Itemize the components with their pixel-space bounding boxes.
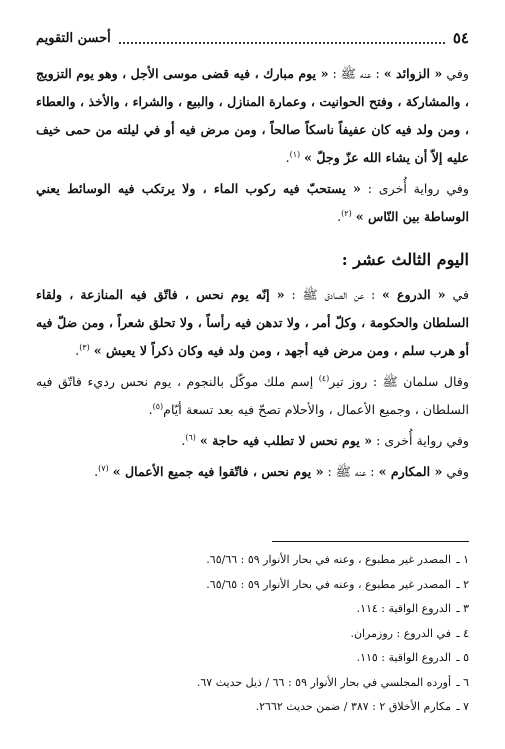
hadith-quote: « يوم نحس لا تطلب فيه حاجة »	[199, 433, 373, 448]
footnote-number: ٥ ـ	[456, 651, 469, 664]
paragraph-prefix: في	[452, 287, 469, 302]
footnote-number: ٦ ـ	[456, 675, 469, 689]
footnote-item	[36, 597, 469, 622]
hadith-quote: « يوم نحس ، فاتّقوا فيه جميع الأعمال »	[112, 464, 324, 479]
hadith-quote: « يستحبّ فيه ركوب الماء ، ولا يرتكب فيه الوسائط يعني الوساطة بين النّاس »	[36, 181, 469, 224]
footnote-number: ٤ ـ	[456, 626, 469, 640]
paragraph-other-narration-1: وفي رواية أُخرى : « يستحبّ فيه ركوب الماء ، ولا يرتكب فيه الوسائط يعني الوساطة بين النّاس » $^{(٢)}$.	[36, 181, 469, 224]
paragraph-salman: وقال سلمان ﷺ : روز تير$^{(٤)}$ إسم ملك موكّل بالنجوم ، يوم نحس رديء فاتّق فيه السلطان ، وجميع الأعمال ، والأحلام تصحّ فيه بعد تسعة أيّام$^{(٥)}$.	[36, 373, 469, 417]
footnote-item	[36, 573, 469, 598]
footnote-ref[interactable]: (١)	[289, 149, 301, 159]
footnote-ref[interactable]: (٥)	[152, 401, 164, 411]
footnote-ref[interactable]: (٣)	[79, 342, 90, 352]
footnote-divider	[272, 541, 469, 542]
footnote-item	[36, 671, 469, 696]
footnote-number: ٣ ـ	[456, 602, 469, 615]
section-heading: اليوم الثالث عشر :	[341, 250, 469, 269]
footnote-item	[36, 646, 469, 671]
paragraph-duru: في « الدروع » : عن الصادق ﷺ : « إنّه يوم نحس ، فاتّق فيه المنازعة ، ولقاء السلطان والحكومة ، وكلّ أمر ، ولا تدهن فيه رأساً ، ولا تحلق شعراً ، ومن ضلّ فيه أو هرب سلم ، ومن مرض فيه أجهد ، ومن ولد فيه وكان ذكراً لا يعيش » $^{(٣)}$.	[36, 287, 469, 358]
running-header	[36, 28, 469, 48]
hadith-quote: « يوم مبارك ، فيه قضى موسى الأجل ، وهو يوم التزويج ، والمشاركة ، وفتح الحوانيت ، وعمارة المنازل ، والبيع ، والشراء ، والأخذ ، والعطاء ، ومن ولد فيه كان عفيفاً ناسكاً صالحاً ، ومن مرض فيه أو في ليلته من حمى خيف عليه إلاّ أن يشاء الله عزّ وجلّ »	[36, 66, 469, 165]
paragraph-zawaid: وفي « الزوائد » : عنه ﷺ : « يوم مبارك ، فيه قضى موسى الأجل ، وهو يوم التزويج ، والمشاركة ، وفتح الحوانيت ، وعمارة المنازل ، والبيع ، والشراء ، والأخذ ، والعطاء ، ومن ولد فيه كان عفيفاً ناسكاً صالحاً ، ومن مرض فيه أو في ليلته من حمى خيف عليه إلاّ أن يشاء الله عزّ وجلّ » $^{(١)}$.	[36, 66, 469, 165]
footnote-ref[interactable]: (٦)	[185, 432, 196, 442]
paragraph-prefix: وفي	[446, 66, 469, 81]
footnote-text: المصدر غير مطبوع ، وعنه في بحار الأنوار ٥٩ : ٦٥/٦٥.	[206, 577, 451, 591]
quote-text: إسم ملك موكّل بالنجوم ، يوم نحس رديء فاتّق فيه السلطان ، وجميع الأعمال ، والأحلام تصحّ فيه بعد تسعة أيّام	[36, 374, 469, 417]
footnote-number: ٧ ـ	[456, 700, 469, 713]
paragraph-prefix: وفي رواية أُخرى :	[376, 433, 469, 448]
footnote-text: أورده المجلسي في بحار الأنوار ٥٩ : ٦٦ / ذيل حديث ٦٧.	[196, 675, 451, 689]
paragraph-prefix: وقال سلمان ﷺ : روز تير	[329, 374, 469, 389]
footnotes	[36, 548, 469, 720]
source-title: « الدروع »	[382, 287, 446, 302]
footnote-text: مكارم الأخلاق ٢ : ٣٨٧ / ضمن حديث ٢٦٦٢.	[255, 700, 451, 713]
attribution: : عنه ﷺ :	[332, 66, 380, 81]
footnote-ref[interactable]: (٧)	[98, 463, 109, 473]
footnote-text: الدروع الواقية : ١١٥.	[356, 651, 451, 664]
attribution: : عنه ﷺ :	[327, 464, 375, 479]
footnote-item	[36, 548, 469, 573]
footnote-number: ١ ـ	[456, 553, 469, 566]
paragraph-prefix: وفي رواية أُخرى :	[367, 181, 469, 196]
book-title: أحسن التقويم	[36, 30, 111, 46]
paragraph-makarim: وفي « المكارم » : عنه ﷺ : « يوم نحس ، فاتّقوا فيه جميع الأعمال » $^{(٧)}$.	[94, 463, 469, 479]
source-title: « المكارم »	[378, 464, 443, 479]
header-dot-leader	[119, 32, 445, 44]
attribution: : عن الصادق ﷺ :	[291, 287, 376, 302]
page-number: ٥٤	[452, 29, 469, 47]
footnote-text: المصدر غير مطبوع ، وعنه في بحار الأنوار ٥٩ : ٦٥/٦٦.	[206, 553, 451, 566]
hadith-quote: « إنّه يوم نحس ، فاتّق فيه المنازعة ، ولقاء السلطان والحكومة ، وكلّ أمر ، ولا تدهن فيه رأساً ، ولا تحلق شعراً ، ومن ضلّ فيه أو هرب سلم ، ومن مرض فيه أجهد ، ومن ولد فيه وكان ذكراً لا يعيش »	[36, 287, 469, 358]
footnote-item	[36, 695, 469, 720]
footnote-item	[36, 622, 469, 647]
footnote-number: ٢ ـ	[456, 577, 469, 591]
source-title: « الزوائد »	[383, 66, 443, 81]
main-text	[36, 60, 469, 489]
footnote-ref[interactable]: (٤)	[318, 373, 330, 383]
footnote-text: الدروع الواقية : ١١٤.	[356, 602, 451, 615]
footnote-ref[interactable]: (٢)	[341, 208, 352, 218]
paragraph-other-narration-2: وفي رواية أُخرى : « يوم نحس لا تطلب فيه حاجة » $^{(٦)}$.	[181, 432, 469, 448]
paragraph-prefix: وفي	[446, 464, 469, 479]
footnote-text: في الدروع : روزمران.	[350, 626, 451, 640]
